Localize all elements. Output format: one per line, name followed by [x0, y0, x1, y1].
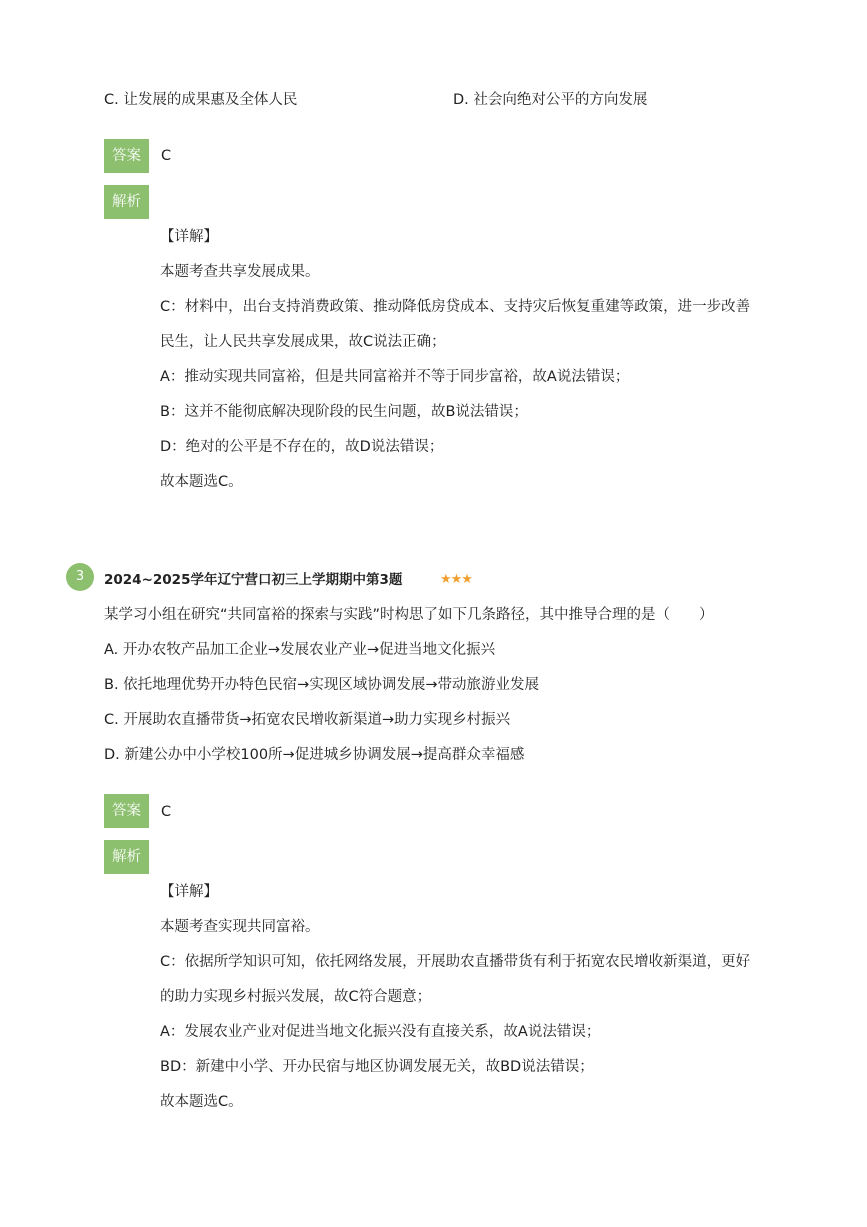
q3-analysis-line: 本题考查实现共同富裕。: [160, 919, 320, 935]
question-stem: 某学习小组在研究“共同富裕的探索与实践”时构思了如下几条路径，其中推导合理的是（ ）: [104, 607, 714, 623]
q3-option-b: B. 依托地理优势开办特色民宿→实现区域协调发展→带动旅游业发展: [104, 677, 539, 693]
q2-analysis-line: C：材料中，出台支持消费政策、推动降低房贷成本、支持灾后恢复重建等政策，进一步改善: [160, 299, 751, 315]
q3-analysis-line: 的助力实现乡村振兴发展，故C符合题意；: [160, 989, 432, 1005]
q3-analysis-body: [160, 875, 800, 1120]
q3-analysis-line: C：依据所学知识可知，依托网络发展，开展助农直播带货有利于拓宽农民增收新渠道，更好: [160, 954, 751, 970]
q3-analysis-line: BD：新建中小学、开办民宿与地区协调发展无关，故BD说法错误；: [160, 1059, 594, 1075]
q2-option-d: D. 社会向绝对公平的方向发展: [453, 92, 648, 108]
q3-analysis-line: 故本题选C。: [160, 1094, 243, 1110]
q3-answer-tag: 答案: [104, 794, 149, 828]
q2-analysis-line: A：推动实现共同富裕，但是共同富裕并不等于同步富裕，故A说法错误；: [160, 369, 630, 385]
q3-analysis-tag: 解析: [104, 840, 149, 874]
q2-analysis-body: [160, 220, 800, 500]
q2-analysis-line: D：绝对的公平是不存在的，故D说法错误；: [160, 439, 444, 455]
q2-analysis-line: 本题考查共享发展成果。: [160, 264, 320, 280]
q2-option-c: C. 让发展的成果惠及全体人民: [104, 92, 298, 108]
q3-option-a: A. 开办农牧产品加工企业→发展农业产业→促进当地文化振兴: [104, 642, 496, 658]
q3-analysis-line: A：发展农业产业对促进当地文化振兴没有直接关系，故A说法错误；: [160, 1024, 601, 1040]
q3-answer-value: C: [161, 804, 172, 820]
q3-analysis-heading: 【详解】: [160, 884, 218, 900]
q2-answer-tag: 答案: [104, 139, 149, 173]
q2-analysis-line: 故本题选C。: [160, 474, 243, 490]
difficulty-stars: ★★★: [440, 572, 472, 587]
q2-analysis-heading: 【详解】: [160, 229, 218, 245]
q2-analysis-line: B：这并不能彻底解决现阶段的民生问题，故B说法错误；: [160, 404, 528, 420]
q2-answer-value: C: [161, 148, 172, 164]
q3-option-d: D. 新建公办中小学校100所→促进城乡协调发展→提高群众幸福感: [104, 747, 525, 763]
question-number-badge: 3: [66, 563, 94, 591]
q2-analysis-line: 民生，让人民共享发展成果，故C说法正确；: [160, 334, 446, 350]
question-title: 2024~2025学年辽宁营口初三上学期期中第3题: [104, 572, 403, 588]
q2-analysis-tag: 解析: [104, 185, 149, 219]
q3-option-c: C. 开展助农直播带货→拓宽农民增收新渠道→助力实现乡村振兴: [104, 712, 511, 728]
